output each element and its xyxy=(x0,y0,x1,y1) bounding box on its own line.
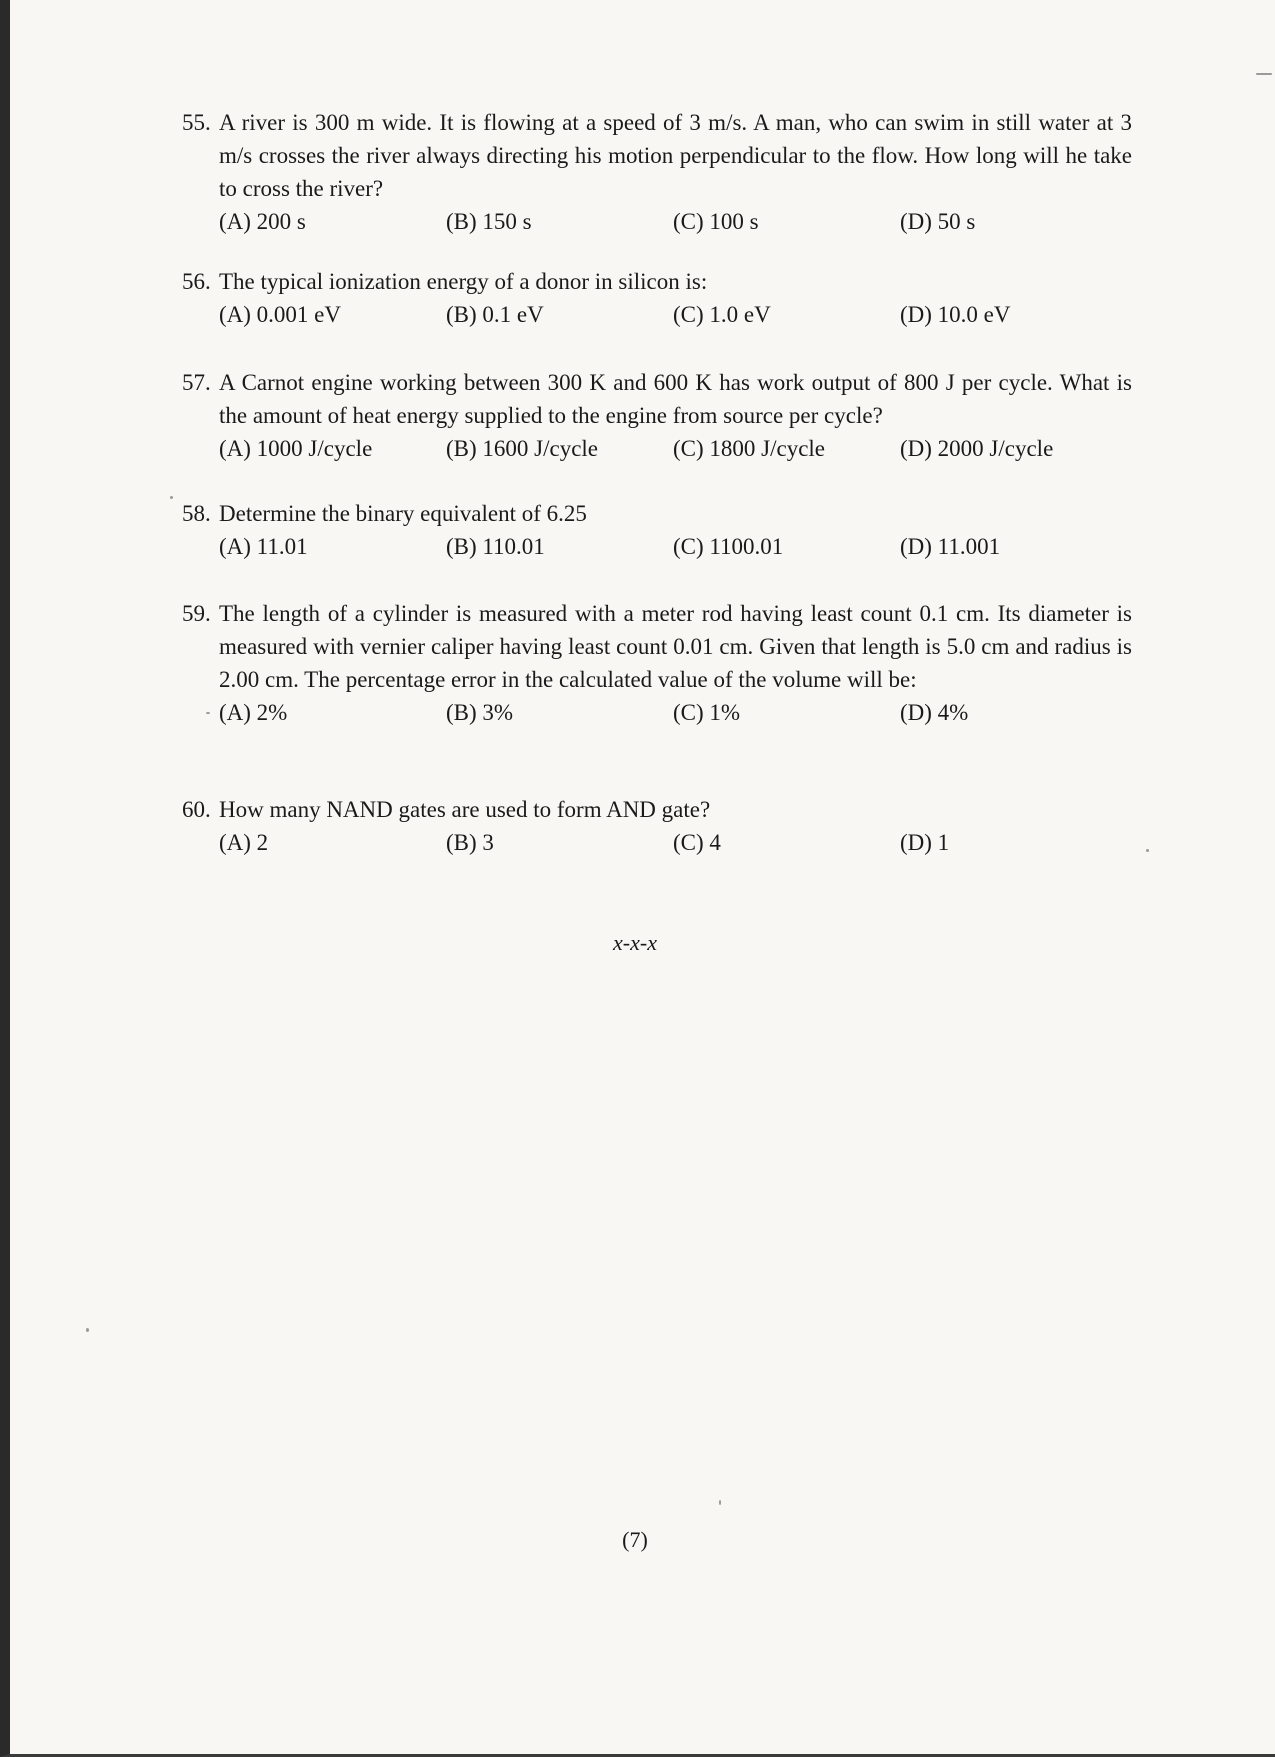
option-c: (C) 1% xyxy=(673,700,741,725)
question-57 xyxy=(182,366,1132,465)
scan-speck xyxy=(1146,849,1149,852)
option-c: (C) 1800 J/cycle xyxy=(673,436,826,461)
scan-speck xyxy=(1256,73,1272,75)
question-number: 57. xyxy=(182,370,211,395)
option-a: (A) 2 xyxy=(219,830,269,855)
option-a: (A) 1000 J/cycle xyxy=(219,436,373,461)
question-text: How many NAND gates are used to form AND gate? xyxy=(219,797,711,822)
question-number: 58. xyxy=(182,501,211,526)
question-number: 56. xyxy=(182,269,211,294)
option-a: (A) 11.01 xyxy=(219,534,308,559)
question-text: The length of a cylinder is measured with a meter rod having least count 0.1 cm. Its diameter is measured with vernier caliper having least count 0.01 cm. Given that length is 5.0 cm and radius is 2.00 cm. The percentage error in the calculated value of the volume will be: xyxy=(219,601,1132,692)
scan-speck xyxy=(86,1328,89,1332)
option-b: (B) 150 s xyxy=(446,209,532,234)
option-b: (B) 3 xyxy=(446,830,494,855)
options-row xyxy=(219,432,1132,465)
question-60 xyxy=(182,793,1132,859)
question-text: A Carnot engine working between 300 K and 600 K has work output of 800 J per cycle. What is the amount of heat energy supplied to the engine from source per cycle? xyxy=(219,370,1132,428)
page-number: (7) xyxy=(622,1527,648,1552)
question-text: The typical ionization energy of a donor in silicon is: xyxy=(219,269,708,294)
option-b: (B) 0.1 eV xyxy=(446,302,544,327)
option-d: (D) 10.0 eV xyxy=(900,302,1011,327)
option-a: (A) 0.001 eV xyxy=(219,302,341,327)
question-text: Determine the binary equivalent of 6.25 xyxy=(219,501,587,526)
option-d: (D) 2000 J/cycle xyxy=(900,436,1054,461)
option-a: (A) 2% xyxy=(219,700,288,725)
options-row xyxy=(219,530,1132,563)
option-d: (D) 11.001 xyxy=(900,534,1001,559)
option-c: (C) 1100.01 xyxy=(673,534,784,559)
question-55 xyxy=(182,106,1132,238)
option-d: (D) 50 s xyxy=(900,209,976,234)
option-a: (A) 200 s xyxy=(219,209,306,234)
option-c: (C) 4 xyxy=(673,830,721,855)
options-row xyxy=(219,205,1132,238)
end-mark-text: x-x-x xyxy=(613,930,657,955)
question-number: 60. xyxy=(182,797,211,822)
option-d: (D) 4% xyxy=(900,700,969,725)
option-c: (C) 100 s xyxy=(673,209,759,234)
question-number: 59. xyxy=(182,601,211,626)
options-row xyxy=(219,298,1132,331)
option-b: (B) 3% xyxy=(446,700,514,725)
option-c: (C) 1.0 eV xyxy=(673,302,771,327)
scan-speck xyxy=(206,712,210,714)
scan-speck xyxy=(170,496,173,499)
question-text: A river is 300 m wide. It is flowing at a speed of 3 m/s. A man, who can swim in still water at 3 m/s crosses the river always directing his motion perpendicular to the flow. How long will he take to cross the river? xyxy=(219,110,1132,201)
end-of-questions-mark xyxy=(10,930,1260,956)
question-58 xyxy=(182,497,1132,563)
option-d: (D) 1 xyxy=(900,830,950,855)
options-row xyxy=(219,696,1132,729)
scan-speck xyxy=(719,1500,721,1505)
option-b: (B) 110.01 xyxy=(446,534,545,559)
question-59 xyxy=(182,597,1132,729)
options-row xyxy=(219,826,1132,859)
question-56 xyxy=(182,265,1132,331)
question-number: 55. xyxy=(182,110,211,135)
option-b: (B) 1600 J/cycle xyxy=(446,436,599,461)
